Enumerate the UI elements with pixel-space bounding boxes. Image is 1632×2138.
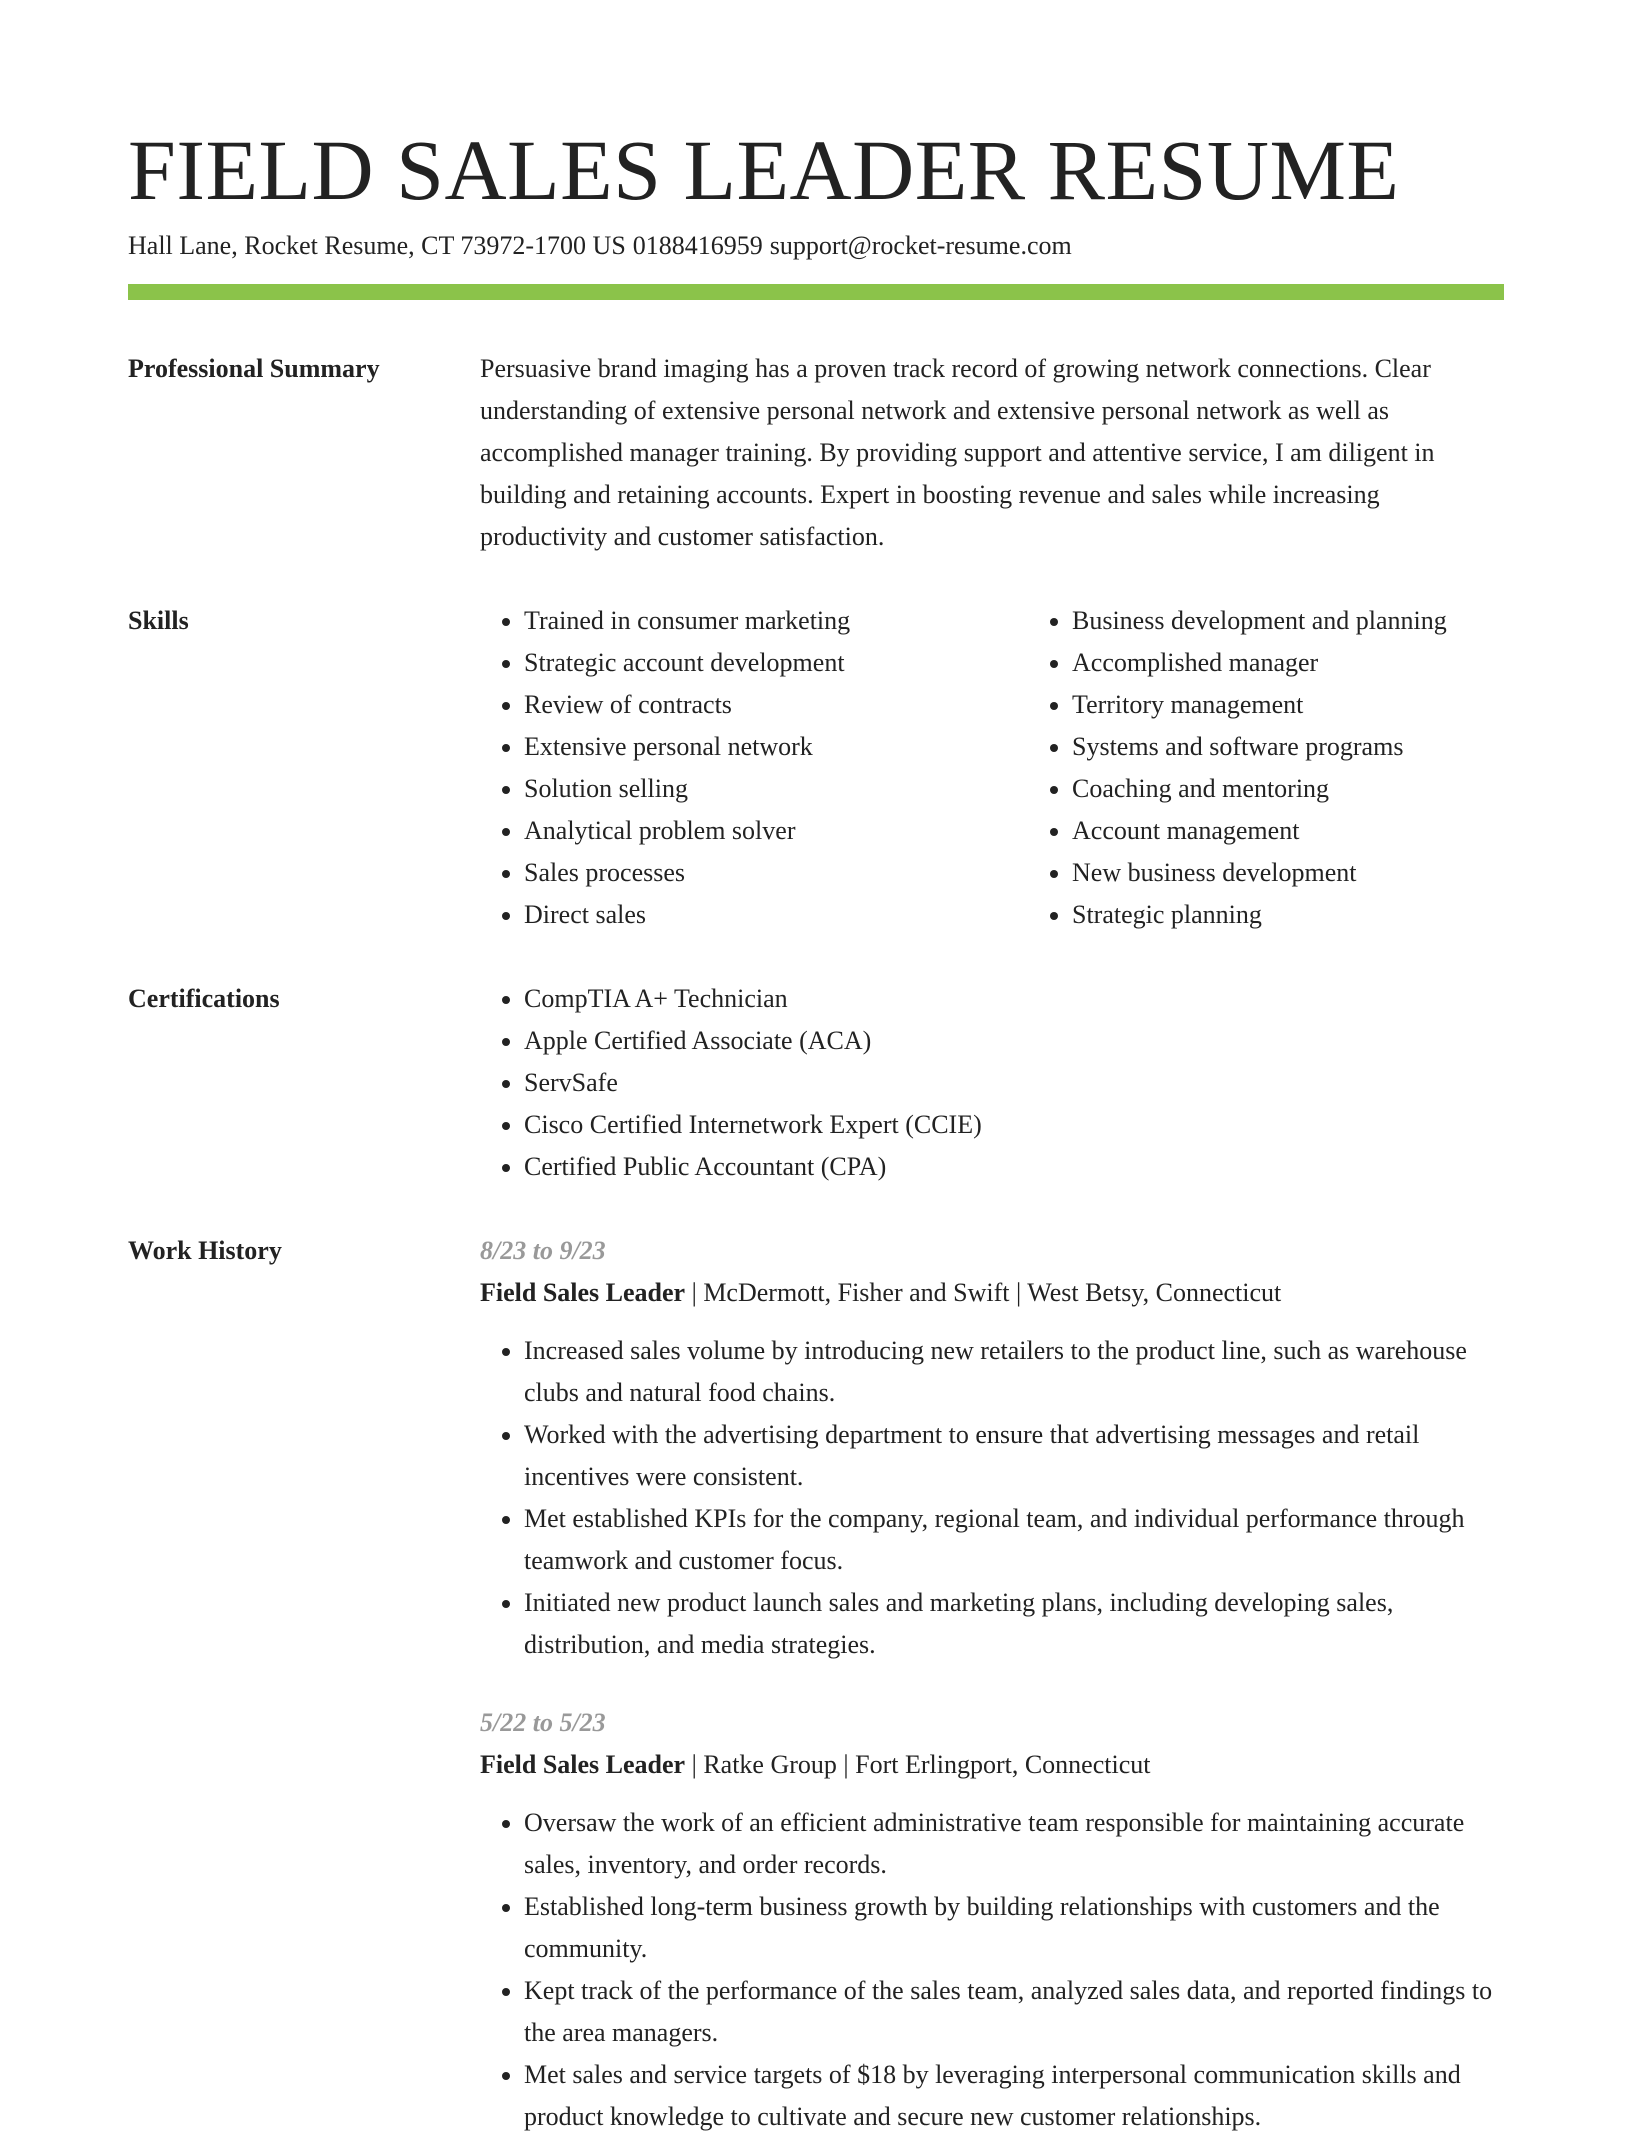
work-history-heading: Work History [128, 1236, 282, 1265]
certifications-list [480, 978, 1504, 1188]
job-bullet: • Met sales and service targets of $18 by leveraging interpersonal communication skills and product knowledge to cultivate and secure new customer relationships. [524, 2054, 1504, 2138]
skill-item: • Trained in consumer marketing [524, 600, 1028, 642]
job-location: West Betsy, Connecticut [1027, 1278, 1282, 1307]
skill-item: • Account management [1072, 810, 1504, 852]
skill-item: • Coaching and mentoring [1072, 768, 1504, 810]
skill-item: • Accomplished manager [1072, 642, 1504, 684]
contact-email: support@rocket-resume.com [769, 231, 1072, 260]
resume-page [128, 120, 1504, 2138]
summary-section [128, 348, 1504, 558]
certifications-body [480, 978, 1504, 1188]
skills-section [128, 600, 1504, 936]
job-company: McDermott, Fisher and Swift [703, 1278, 1010, 1307]
work-history-body [480, 1230, 1504, 2138]
skill-item: • Extensive personal network [524, 726, 1028, 768]
skills-heading: Skills [128, 606, 189, 635]
summary-text: Persuasive brand imaging has a proven track record of growing network connections. Clear understanding of extensive personal network and extensive personal network as well as accomplished manager training. By providing support and attentive service, I am diligent in building and retaining accounts. Expert in boosting revenue and sales while increasing productivity and customer satisfaction. [480, 354, 1435, 551]
contact-address: Hall Lane, Rocket Resume, CT 73972-1700 US [128, 231, 626, 260]
summary-body [480, 348, 1504, 558]
job-bullet: • Initiated new product launch sales and marketing plans, including developing sales, distribution, and media strategies. [524, 1582, 1504, 1666]
skill-item: • Business development and planning [1072, 600, 1504, 642]
job-title: Field Sales Leader [480, 1278, 686, 1307]
job-location: Fort Erlingport, Connecticut [855, 1750, 1151, 1779]
skill-item: • Solution selling [524, 768, 1028, 810]
contact-line [128, 228, 1504, 264]
job-bullet: • Met established KPIs for the company, regional team, and individual performance through teamwork and customer focus. [524, 1498, 1504, 1582]
skill-item: • Systems and software programs [1072, 726, 1504, 768]
skill-item: • Strategic planning [1072, 894, 1504, 936]
certification-item: • Certified Public Accountant (CPA) [524, 1146, 1504, 1188]
contact-phone: 0188416959 [632, 231, 763, 260]
work-history-section [128, 1230, 1504, 2138]
certifications-heading: Certifications [128, 984, 280, 1013]
job-bullet: • Established long-term business growth by building relationships with customers and the community. [524, 1886, 1504, 1970]
job-title: Field Sales Leader [480, 1750, 686, 1779]
job-heading: Field Sales Leader | McDermott, Fisher and Swift | West Betsy, Connecticut [480, 1278, 1282, 1307]
skill-item: • New business development [1072, 852, 1504, 894]
skills-list-right [1028, 600, 1504, 936]
certification-item: • Cisco Certified Internetwork Expert (CCIE) [524, 1104, 1504, 1146]
job-bullets [480, 1330, 1504, 1666]
job-entry [480, 1702, 1504, 2138]
header-accent-rule [128, 284, 1504, 300]
certification-item: • Apple Certified Associate (ACA) [524, 1020, 1504, 1062]
skills-list-left [480, 600, 1028, 936]
certification-item: • ServSafe [524, 1062, 1504, 1104]
job-heading: Field Sales Leader | Ratke Group | Fort Erlingport, Connecticut [480, 1750, 1151, 1779]
job-bullet: • Increased sales volume by introducing new retailers to the product line, such as warehouse clubs and natural food chains. [524, 1330, 1504, 1414]
skill-item: • Territory management [1072, 684, 1504, 726]
skill-item: • Strategic account development [524, 642, 1028, 684]
certifications-section [128, 978, 1504, 1188]
job-bullets [480, 1802, 1504, 2138]
job-bullet: • Kept track of the performance of the sales team, analyzed sales data, and reported findings to the area managers. [524, 1970, 1504, 2054]
job-dates: 8/23 to 9/23 [480, 1236, 606, 1265]
resume-title: FIELD SALES LEADER RESUME [128, 122, 1400, 218]
certification-item: • CompTIA A+ Technician [524, 978, 1504, 1020]
skill-item: • Sales processes [524, 852, 1028, 894]
job-company: Ratke Group [703, 1750, 837, 1779]
job-dates: 5/22 to 5/23 [480, 1708, 606, 1737]
skill-item: • Analytical problem solver [524, 810, 1028, 852]
job-bullet: • Oversaw the work of an efficient administrative team responsible for maintaining accurate sales, inventory, and order records. [524, 1802, 1504, 1886]
job-bullet: • Worked with the advertising department to ensure that advertising messages and retail incentives were consistent. [524, 1414, 1504, 1498]
skill-item: • Direct sales [524, 894, 1028, 936]
skill-item: • Review of contracts [524, 684, 1028, 726]
job-entry [480, 1230, 1504, 1666]
skills-body [480, 600, 1504, 936]
summary-heading: Professional Summary [128, 354, 380, 383]
